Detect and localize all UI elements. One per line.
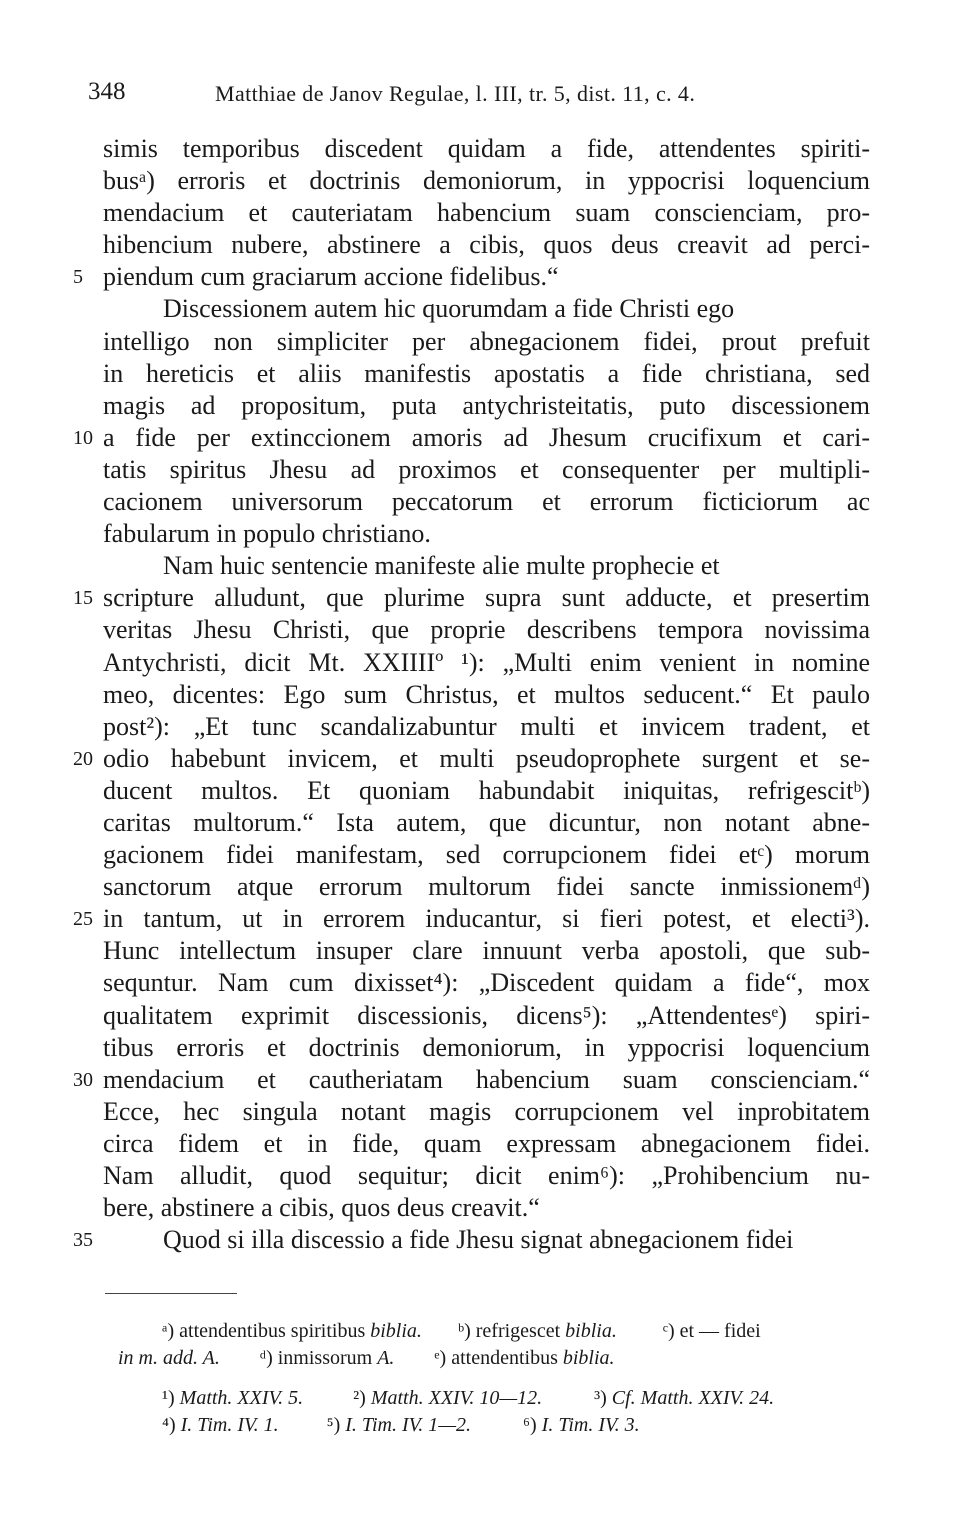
footnote-entry bbox=[663, 1318, 761, 1344]
text-line bbox=[103, 935, 870, 967]
line-text: qualitatem exprimit discessionis, dicens⁵): „Attendentesᵉ) spiri- bbox=[103, 1000, 870, 1030]
footnote-reference: I. Tim. IV. 1—2. bbox=[345, 1414, 472, 1436]
page-number: 348 bbox=[88, 78, 126, 105]
main-text bbox=[73, 133, 870, 1256]
footnote-line-sources-1 bbox=[162, 1385, 870, 1411]
line-text: mendacium et cauteriatam habencium suam conscienciam, pro- bbox=[103, 198, 870, 228]
footnote-entry bbox=[434, 1345, 614, 1371]
text-line bbox=[103, 647, 870, 679]
footnote-entry bbox=[118, 1345, 220, 1371]
text-line bbox=[73, 261, 870, 293]
text-line bbox=[73, 582, 870, 614]
footnote-reference: I. Tim. IV. 1. bbox=[180, 1414, 279, 1436]
line-number: 10 bbox=[73, 426, 93, 449]
text-line bbox=[103, 711, 870, 743]
footnote-mark: ᵈ) bbox=[259, 1347, 278, 1369]
text-line bbox=[103, 1128, 870, 1160]
line-text: mendacium et cautheriatam habencium suam conscienciam.“ bbox=[103, 1064, 870, 1094]
footnote-entry bbox=[162, 1412, 279, 1438]
footnote-text: refrigescet bbox=[475, 1320, 566, 1342]
footnote-mark: ³) bbox=[594, 1387, 612, 1409]
line-text: a fide per extinccionem amoris ad Jhesum crucifixum et cari- bbox=[103, 422, 870, 452]
line-text: Nam alludit, quod sequitur; dicit enim⁶): „Prohibencium nu- bbox=[103, 1161, 870, 1190]
footnote-mark: ᵉ) bbox=[434, 1347, 452, 1369]
line-text: Quod si illa discessio a fide Jhesu signat abnegacionem fidei bbox=[163, 1225, 794, 1255]
line-text: simis temporibus discedent quidam a fide, attendentes spiriti- bbox=[103, 134, 870, 163]
footnote-entry bbox=[353, 1385, 542, 1411]
footnote-mark: ᵃ) bbox=[162, 1320, 180, 1342]
line-text: fabularum in populo christiano. bbox=[103, 519, 431, 549]
text-line bbox=[103, 518, 870, 550]
footnote-mark: ²) bbox=[353, 1387, 371, 1409]
line-text: piendum cum graciarum accione fidelibus.“ bbox=[103, 262, 559, 292]
line-text: in hereticis et aliis manifestis apostatis a fide christiana, sed bbox=[103, 358, 870, 388]
footnote-source: biblia. bbox=[562, 1347, 615, 1369]
running-header bbox=[88, 78, 878, 118]
running-title: Matthiae de Janov Regulae, l. III, tr. 5, dist. 11, c. 4. bbox=[215, 81, 696, 106]
line-text: tatis spiritus Jhesu ad proximos et consequenter per multipli- bbox=[103, 454, 870, 484]
line-text: gacionem fidei manifestam, sed corrupcionem fidei etᶜ) morum bbox=[103, 840, 870, 870]
line-text: busᵃ) erroris et doctrinis demoniorum, in yppocrisi loquencium bbox=[103, 166, 870, 196]
line-number: 5 bbox=[73, 266, 83, 289]
text-line bbox=[103, 550, 870, 582]
line-text: odio habebunt invicem, et multi pseudoprophete surgent et se- bbox=[103, 743, 870, 773]
line-text: post²): „Et tunc scandalizabuntur multi et invicem tradent, et bbox=[103, 711, 870, 741]
line-number: 20 bbox=[73, 747, 93, 770]
footnote-text: et — fidei bbox=[679, 1320, 761, 1342]
footnote-mark: ⁵) bbox=[326, 1414, 346, 1436]
line-text: scripture alludunt, que plurime supra sunt adducte, et presertim bbox=[103, 583, 870, 613]
text-line bbox=[73, 743, 870, 775]
line-text: ducent multos. Et quoniam habundabit iniquitas, refrigescitᵇ) bbox=[103, 775, 870, 805]
footnote-reference: I. Tim. IV. 3. bbox=[541, 1414, 640, 1436]
footnote-mark: ⁴) bbox=[162, 1414, 181, 1436]
line-text: in tantum, ut in errorem inducantur, si fieri potest, et electi³). bbox=[103, 904, 870, 934]
text-line bbox=[103, 293, 870, 325]
footnote-entry bbox=[523, 1412, 640, 1438]
footnote-text: attendentibus bbox=[451, 1347, 563, 1369]
text-line bbox=[73, 1224, 870, 1256]
line-text: veritas Jhesu Christi, que proprie describens tempora novissima bbox=[103, 615, 870, 645]
line-text: hibencium nubere, abstinere a cibis, quos deus creavit ad perci- bbox=[103, 230, 870, 260]
footnote-rule bbox=[105, 1293, 237, 1294]
text-line bbox=[73, 422, 870, 454]
text-line bbox=[73, 1064, 870, 1096]
line-text: Discessionem autem hic quorumdam a fide Christi ego bbox=[163, 294, 735, 324]
text-line bbox=[103, 839, 870, 871]
line-text: circa fidem et in fide, quam expressam abnegacionem fidei. bbox=[103, 1128, 870, 1158]
line-text: sequntur. Nam cum dixisset⁴): „Discedent quidam a fide“, mox bbox=[103, 968, 870, 998]
line-number: 15 bbox=[73, 587, 93, 610]
footnote-mark: ⁶) bbox=[523, 1414, 542, 1436]
line-text: tibus erroris et doctrinis demoniorum, in yppocrisi loquencium bbox=[103, 1032, 870, 1062]
text-line bbox=[73, 903, 870, 935]
line-text: meo, dicentes: Ego sum Christus, et multos seducent.“ Et paulo bbox=[103, 679, 870, 709]
footnote-mark: ¹) bbox=[162, 1387, 180, 1409]
text-line bbox=[103, 454, 870, 486]
footnote-reference: Matth. XXIV. 10—12. bbox=[370, 1387, 543, 1409]
footnote-entry bbox=[162, 1385, 303, 1411]
line-number: 30 bbox=[73, 1068, 93, 1091]
text-line bbox=[103, 1192, 870, 1224]
footnote-entry bbox=[260, 1345, 395, 1371]
line-text: Antychristi, dicit Mt. XXIIIIº ¹): „Multi enim venient in nomine bbox=[103, 647, 870, 677]
text-line bbox=[103, 1000, 870, 1032]
footnote-entry bbox=[594, 1385, 774, 1411]
text-line bbox=[103, 1160, 870, 1192]
footnote-source: biblia. bbox=[565, 1320, 617, 1342]
footnote-entry bbox=[458, 1318, 617, 1344]
line-number: 25 bbox=[73, 908, 93, 931]
text-line bbox=[103, 229, 870, 261]
footnote-line-critical-1 bbox=[162, 1318, 870, 1344]
text-line bbox=[103, 775, 870, 807]
text-line bbox=[103, 390, 870, 422]
line-number: 35 bbox=[73, 1229, 93, 1252]
line-text: Nam huic sentencie manifeste alie multe prophecie et bbox=[163, 551, 720, 581]
footnote-source: A. bbox=[377, 1347, 395, 1369]
text-line bbox=[103, 1032, 870, 1064]
line-text: caritas multorum.“ Ista autem, que dicuntur, non notant abne- bbox=[103, 807, 870, 837]
text-line bbox=[103, 197, 870, 229]
text-line bbox=[103, 807, 870, 839]
line-text: intelligo non simpliciter per abnegacionem fidei, prout prefuit bbox=[103, 326, 870, 356]
footnote-line-critical-2 bbox=[118, 1345, 870, 1371]
text-line bbox=[103, 967, 870, 999]
text-line bbox=[103, 358, 870, 390]
footnote-entry bbox=[162, 1318, 422, 1344]
footnote-reference: Matth. XXIV. 5. bbox=[179, 1387, 304, 1409]
footnote-reference: Cf. Matth. XXIV. 24. bbox=[611, 1387, 775, 1409]
footnote-source: in m. add. A. bbox=[118, 1347, 220, 1369]
text-line bbox=[103, 133, 870, 165]
text-line bbox=[103, 679, 870, 711]
text-line bbox=[103, 1096, 870, 1128]
text-line bbox=[103, 486, 870, 518]
footnote-source: biblia. bbox=[370, 1320, 422, 1342]
line-text: Ecce, hec singula notant magis corrupcionem vel inprobitatem bbox=[103, 1096, 870, 1126]
line-text: magis ad propositum, puta antychristeitatis, puto discessionem bbox=[103, 390, 870, 420]
line-text: sanctorum atque errorum multorum fidei sancte inmissionemᵈ) bbox=[103, 872, 870, 902]
text-line bbox=[103, 614, 870, 646]
text-line bbox=[103, 165, 870, 197]
footnote-entry bbox=[327, 1412, 471, 1438]
text-line bbox=[103, 326, 870, 358]
line-text: cacionem universorum peccatorum et errorum ficticiorum ac bbox=[103, 487, 870, 517]
line-text: Hunc intellectum insuper clare innuunt verba apostoli, que sub- bbox=[103, 936, 870, 966]
text-line bbox=[103, 871, 870, 903]
footnote-mark: ᶜ) bbox=[662, 1320, 680, 1342]
line-text: bere, abstinere a cibis, quos deus creavit.“ bbox=[103, 1193, 540, 1223]
footnote-text: attendentibus spiritibus bbox=[179, 1320, 371, 1342]
footnote-line-sources-2 bbox=[162, 1412, 870, 1438]
footnote-mark: ᵇ) bbox=[457, 1320, 476, 1342]
footnote-text: inmissorum bbox=[277, 1347, 378, 1369]
